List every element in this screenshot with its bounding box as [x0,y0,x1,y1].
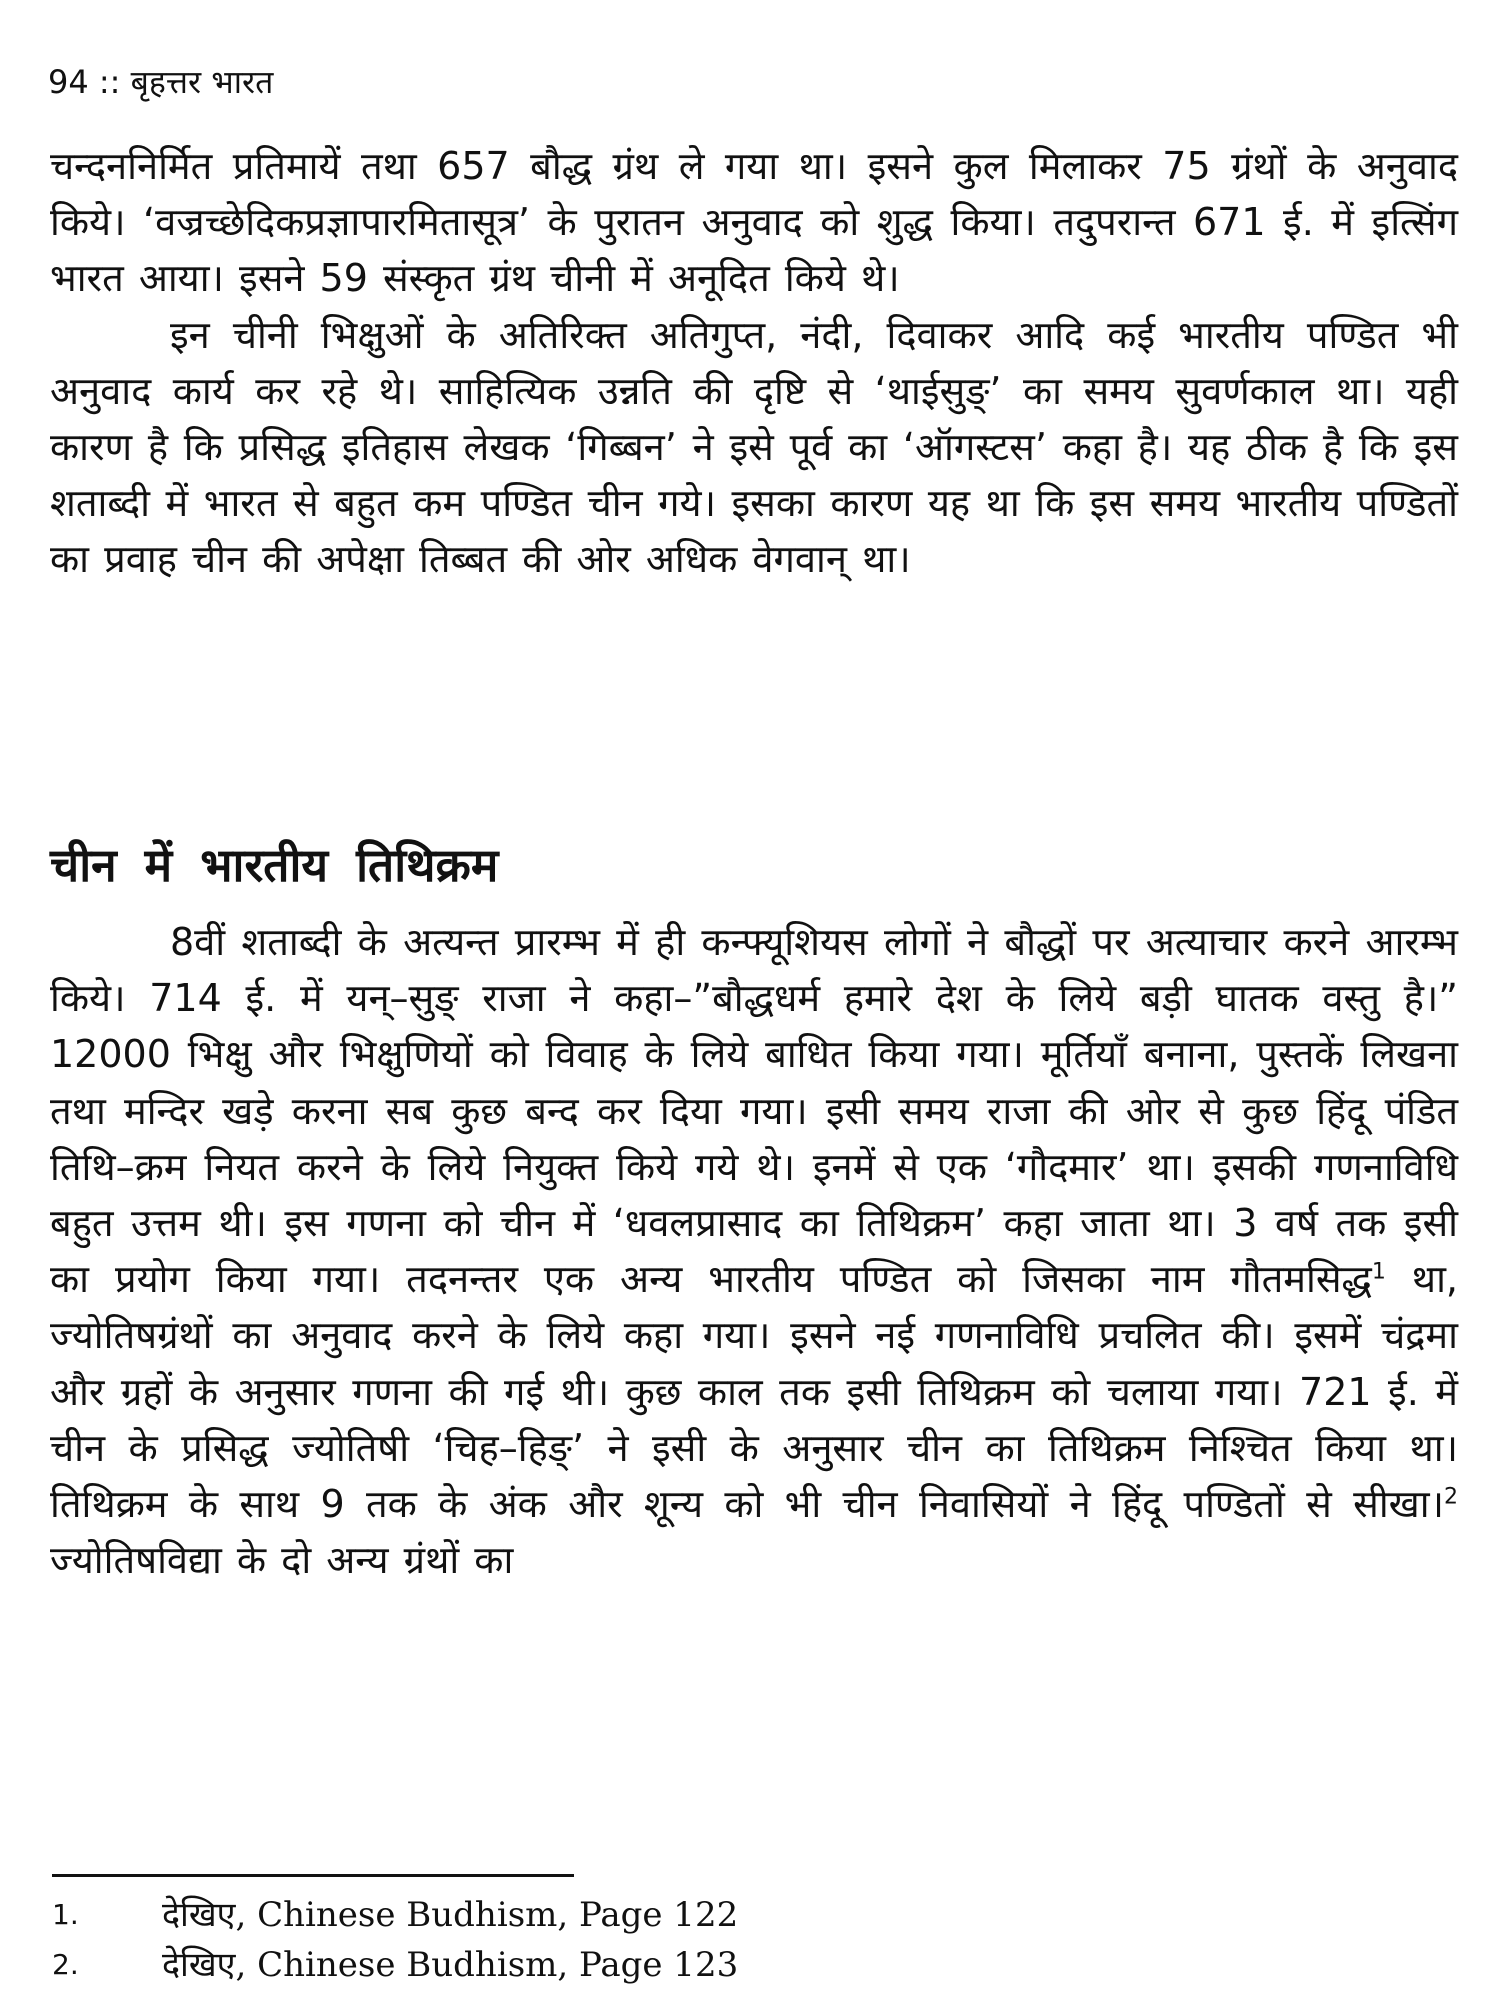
calendar-text-part-2: था, ज्योतिषग्रंथों का अनुवाद करने के लिये कहा गया। इसने नई गणनाविधि प्रचलित की। इसमें चंद्रमा और ग्रहों के अनुसार गणना की गई थी। कुछ काल तक इसी तिथिक्रम को चलाया गया। 721 ई. में चीन के प्रसिद्ध ज्योतिषी ‘चिह–हिङ्’ ने इसी के अनुसार चीन का तिथिक्रम निश्चित किया था। तिथिक्रम के साथ 9 तक के अंक और शून्य को भी चीन निवासियों ने हिंदू पण्डितों से सीखा। [50,1257,1458,1527]
calendar-text-part-1: 8वीं शताब्दी के अत्यन्त प्रारम्भ में ही कन्फ्यूशियस लोगों ने बौद्धों पर अत्याचार करने आरम्भ किये। 714 ई. में यन्–सुङ् राजा ने कहा–”बौद्धधर्म हमारे देश के लिये बड़ी घातक वस्तु है।” 12000 भिक्षु और भिक्षुणियों को विवाह के लिये बाधित किया गया। मूर्तियाँ बनाना, पुस्तकें लिखना तथा मन्दिर खड़े करना सब कुछ बन्द कर दिया गया। इसी समय राजा की ओर से कुछ हिंदू पंडित तिथि–क्रम नियत करने के लिये नियुक्त किये गये थे। इनमें से एक ‘गौदमार’ था। इसकी गणनाविधि बहुत उत्तम थी। इस गणना को चीन में ‘धवलप्रासाद का तिथिक्रम’ कहा जाता था। 3 वर्ष तक इसी का प्रयोग किया गया। तदनन्तर एक अन्य भारतीय पण्डित को जिसका नाम गौतमसिद्ध [50,920,1458,1302]
footnotes [52,1890,738,1990]
section-text-block [50,914,1458,1588]
footnote-number: 1. [52,1898,79,1931]
footnote [52,1940,738,1990]
paragraph-indian-scholars: इन चीनी भिक्षुओं के अतिरिक्त अतिगुप्त, नंदी, दिवाकर आदि कई भारतीय पण्डित भी अनुवाद कार्य कर रहे थे। साहित्यिक उन्नति की दृष्टि से ‘थाईसुङ्’ का समय सुवर्णकाल था। यही कारण है कि प्रसिद्ध इतिहास लेखक ‘गिब्बन’ ने इसे पूर्व का ‘ऑगस्टस’ कहा है। यह ठीक है कि इस शताब्दी में भारत से बहुत कम पण्डित चीन गये। इसका कारण यह था कि इस समय भारतीय पण्डितों का प्रवाह चीन की अपेक्षा तिब्बत की ओर अधिक वेगवान् था। [50,312,1458,582]
footnote [52,1890,738,1940]
running-head [48,62,273,102]
opening-text-block [50,138,1458,588]
footnote-reference-1: 1 [1371,1259,1386,1285]
page-number: 94 [48,63,89,101]
book-title: बृहत्तर भारत [130,63,274,101]
running-head-separator: :: [98,63,121,101]
section-heading: चीन में भारतीय तिथिक्रम [50,838,499,892]
paragraph-calendar [50,914,1458,1588]
footnote-text: देखिए, Chinese Budhism, Page 123 [162,1945,739,1985]
calendar-text-part-3: ज्योतिषविद्या के दो अन्य ग्रंथों का [50,1538,514,1583]
footnote-reference-2: 2 [1444,1484,1458,1510]
footnote-number: 2. [52,1948,79,1981]
paragraph-continued: चन्दननिर्मित प्रतिमायें तथा 657 बौद्ध ग्रंथ ले गया था। इसने कुल मिलाकर 75 ग्रंथों के अनुवाद किये। ‘वज्रच्छेदिकप्रज्ञापारमितासूत्र’ के पुरातन अनुवाद को शुद्ध किया। तदुपरान्त 671 ई. में इत्सिंग भारत आया। इसने 59 संस्कृत ग्रंथ चीनी में अनूदित किये थे। [50,144,1458,301]
footnote-text: देखिए, Chinese Budhism, Page 122 [162,1895,739,1935]
footnote-divider [52,1874,574,1877]
